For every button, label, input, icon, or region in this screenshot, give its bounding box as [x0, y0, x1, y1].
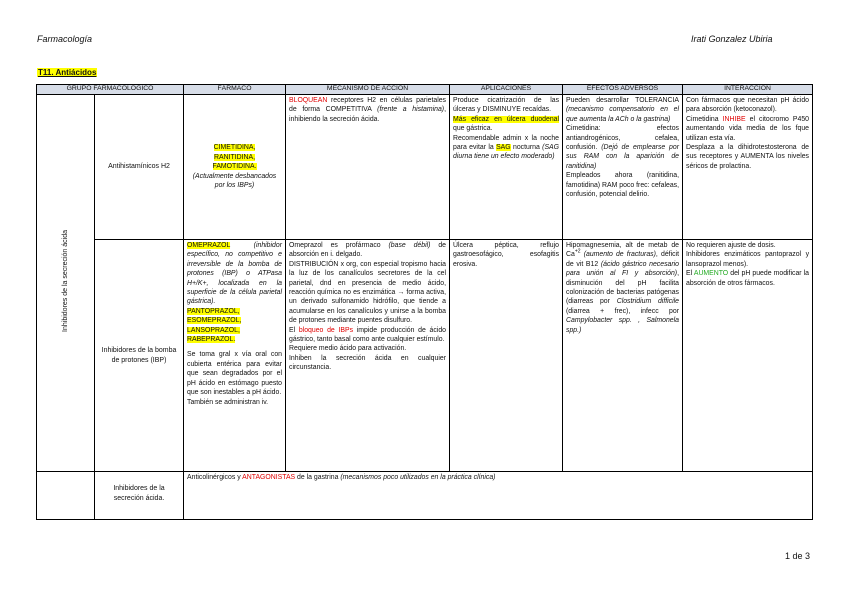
omeprazol-note: (inhibidor específico, no competitivo e irreversible de la bomba de protones (IBP) o ATPasa H+/K+, localizada en la superficie de la célula parietal gástrica). [187, 242, 283, 306]
document-subject: Farmacología [37, 34, 93, 44]
ibp-inter-5: del pH puede modificar la absorción de otros fármacos. [686, 270, 810, 287]
h2-inter-3: INHIBE [722, 115, 746, 123]
h2-adv-1: Pueden desarrollar TOLERANCIA [566, 97, 680, 104]
ibp-adv-2: (aumento de fracturas) [580, 251, 656, 259]
other-content-cell [184, 472, 813, 520]
h2-app-7: (SAG diurna tiene un efecto moderado) [453, 144, 560, 161]
ibp-adv-1: Hipomagnesemia, alt de metab de Ca [566, 242, 680, 259]
other-text-1: Anticolinérgicos y [187, 474, 243, 481]
drug-pantoprazol: PANTOPRAZOL, [187, 307, 240, 315]
other-label-cell [95, 472, 184, 520]
h2-mechanism-cell [286, 95, 450, 240]
ibp-mech-2: (base débil) [388, 242, 431, 249]
table-row-ibp [37, 240, 813, 472]
h2-inter-5: Desplaza a la dihidrotestosterona de sus receptores y AUMENTA los niveles séricos de prolactina. [686, 144, 810, 170]
drug-esomeprazol: ESOMEPRAZOL, [187, 317, 242, 325]
drug-omeprazol: OMEPRAZOL [187, 242, 231, 249]
ibp-inter-4: AUMENTO [693, 270, 729, 278]
pharmacology-table [36, 84, 813, 520]
group-label: Inhibidores de la secreción ácida [61, 230, 69, 333]
h2-adv-4: (Dejó de emplearse por sus RAM con la aparición de ranitidina) [566, 144, 680, 170]
ibp-label: Inhibidores de la bomba de protones (IBP) [101, 347, 177, 364]
ibp-mech-5: El [289, 326, 299, 334]
group-cell [37, 95, 95, 472]
h2-mech-1: BLOQUEAN [289, 97, 328, 104]
h2-drugs-cell [184, 95, 286, 240]
h2-drug-note: (Actualmente desbancados por los IBPs) [192, 172, 277, 190]
table-header-row [37, 85, 813, 95]
ibp-adv-4: (ácido gástrico necesario para unión al FI y absorción) [566, 260, 680, 278]
h2-inter-4: el citocromo P450 aumentando vida media de los fque utilizan esta vía. [686, 115, 810, 142]
ibp-interaction-cell [683, 240, 813, 472]
h2-adv-2: (mecanismo compensatorio en el que aumenta la ACh o la gastrina) [566, 106, 680, 123]
other-text-4: (mecanismos poco utilizados en la práctica clínica) [340, 474, 496, 481]
col-header-mechanism: MECANISMO DE ACCIÓN [286, 85, 450, 95]
ibp-applications-cell [450, 240, 563, 472]
drug-lansoprazol: LANSOPRAZOL, [187, 326, 240, 334]
h2-label: Antihistamínicos H2 [108, 163, 170, 171]
h2-app-3: que gástrica. [453, 125, 493, 133]
ibp-adverse-cell [563, 240, 683, 472]
ibp-app: Úlcera péptica, reflujo gastroesofágico, esofagitis erosiva. [453, 242, 560, 268]
h2-app-4: Recomendable admin x la noche para evitar la [453, 134, 560, 152]
h2-mech-2: receptores H2 en células parietales de forma COMPETITIVA [289, 97, 447, 114]
ibp-admin-iv: También se administran iv. [187, 398, 269, 406]
h2-adverse-cell [563, 95, 683, 240]
ibp-mech-4: DISTRIBUCIÓN x org, con especial tropismo hacia la luz de los canalículos secretores de la cel parietal, dnd en presencia de medio ácido, reacción química no es enzimática → forma activa, un derivado sulfonamido hidrófilo, que tiende a acumularse en los canalículos y unirse a la bomba de protones mediante puentes disulfuro. [289, 260, 447, 325]
h2-app-5: SAG [496, 144, 511, 152]
drug-rabeprazol: RABEPRAZOL. [187, 336, 236, 344]
col-header-interaction: INTERACCIÓN [683, 85, 813, 95]
drug-ranitidina: RANITIDINA, [214, 153, 255, 161]
other-group-cell [37, 472, 95, 520]
ibp-adv-8: Campylobacter spp. , Salmonela spp.) [566, 317, 680, 334]
h2-applications-cell [450, 95, 563, 240]
h2-mech-4: , inhibiendo la secreción ácida. [289, 106, 446, 123]
h2-inter-1: Con fármacos que necesitan pH ácido para absorción (ketoconazol). [686, 97, 810, 114]
other-text-3: de la gastrina [295, 474, 341, 481]
col-header-drug: FÁRMACO [184, 85, 286, 95]
col-header-applications: APLICACIONES [450, 85, 563, 95]
ibp-inter-2: Inhibidores enzimáticos pantoprazol y lansoprazol menos). [686, 251, 810, 268]
h2-adv-5: Empleados ahora (ranitidina, famotidina) RAM poco frec: cefaleas, confusión, potencial delirio. [566, 172, 680, 199]
section-title: T11. Antiácidos [38, 68, 97, 77]
ibp-mech-8: Requiere medio ácido para activación. [289, 345, 407, 353]
h2-app-1: Produce cicatrización de las úlceras y DISMINUYE recaídas. [453, 97, 560, 114]
ibp-drugs-cell [184, 240, 286, 472]
ibp-admin: Se toma gral x vía oral con cubierta entérica para evitar que sean degradados por el pH ácido en estómago puesto que son inestables a pH ácido. [187, 351, 283, 397]
h2-app-2: Más eficaz en úlcera duodenal [453, 115, 560, 123]
col-header-adverse-effects: EFECTOS ADVERSOS [563, 85, 683, 95]
h2-interaction-cell [683, 95, 813, 240]
ibp-mechanism-cell [286, 240, 450, 472]
other-text-2: ANTAGONISTAS [242, 474, 296, 481]
ibp-mech-9: Inhiben la secreción ácida en cualquier circunstancia. [289, 354, 447, 372]
drug-cimetidina: CIMETIDINA, [213, 144, 256, 152]
document-author: Irati Gonzalez Ubiria [691, 34, 773, 44]
ibp-inter-3: El [686, 270, 694, 278]
h2-adv-3: Cimetidina: efectos antiandrogénicos, cefalea, confusión. [566, 125, 680, 152]
h2-app-6: nocturna [510, 144, 543, 152]
other-label: Inhibidores de la secreción ácida. [113, 485, 165, 502]
table-row-other [37, 472, 813, 520]
ibp-mech-1: Omeprazol es profármaco [289, 242, 389, 249]
h2-mech-3: (frente a histamina) [377, 106, 445, 114]
drug-famotidina: FAMOTIDINA. [212, 163, 257, 171]
ibp-mech-7: impide producción de ácido gástrico, tanto basal como ante cualquier estímulo. [289, 326, 447, 344]
col-header-group: GRUPO FARMACOLÓGICO [37, 85, 184, 95]
ibp-inter-1: No requieren ajuste de dosis. [686, 242, 776, 249]
ibp-adv-1-sup: +2 [574, 249, 581, 256]
h2-inter-2: Cimetidina [686, 115, 723, 123]
ibp-adv-7: (diarrea + frec), infecc por [566, 307, 680, 315]
ibp-adv-3: , déficit de vit B12 [566, 251, 680, 268]
h2-label-cell [95, 95, 184, 240]
ibp-adv-6: Clostridium difficile [616, 298, 680, 306]
ibp-mech-6: bloqueo de IBPs [298, 326, 354, 334]
table-row-h2 [37, 95, 813, 240]
ibp-label-cell [95, 240, 184, 472]
ibp-mech-3: de absorción en i. delgado. [289, 242, 446, 259]
page-number: 1 de 3 [785, 551, 811, 561]
ibp-adv-5: , disminución del pH facilita colonización de bacterias patógenas (diarreas por [566, 270, 680, 306]
